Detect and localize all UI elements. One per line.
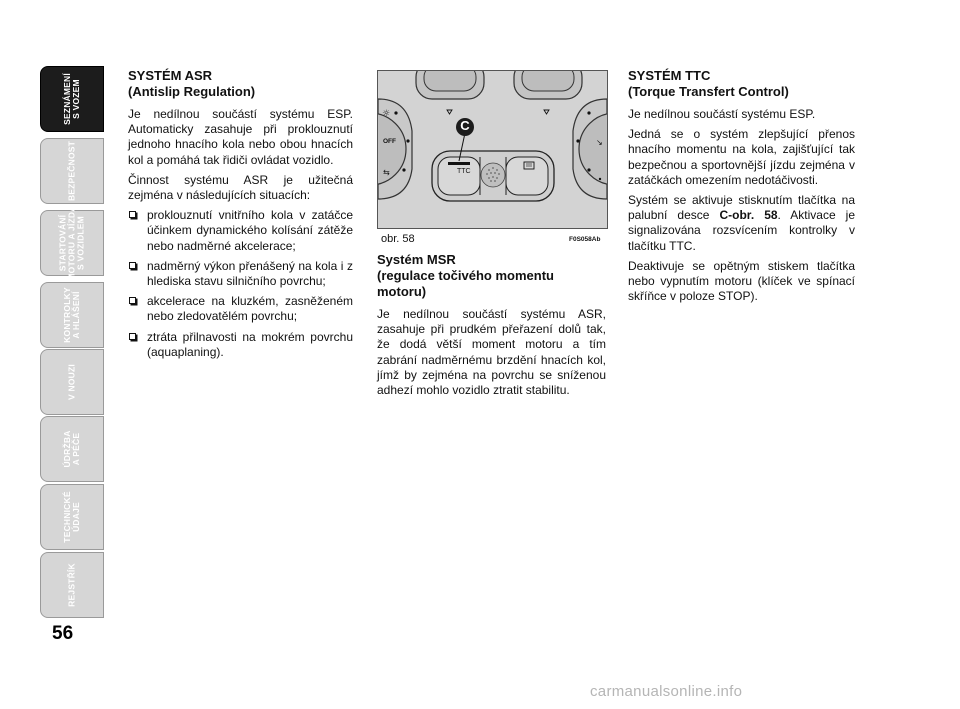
tab-bezpecnost[interactable] [40, 138, 104, 204]
msr-heading [377, 252, 606, 300]
ttc-p3-text: Systém se aktivuje stisknutím tlačítka na palubní desce [628, 193, 855, 223]
asr-title: SYSTÉM ASR [128, 68, 213, 83]
asr-paragraph-2: Činnost systému ASR je užitečná zejména v následujících situacích: [128, 172, 353, 203]
tab-technicke-udaje[interactable] [40, 484, 104, 550]
figure-reference: C-obr. 58 [719, 208, 778, 223]
figure-ttc-button [377, 70, 608, 229]
asr-subtitle: (Antislip Regulation) [128, 84, 256, 99]
tab-label: BEZPEČNOST [66, 140, 77, 202]
tab-startovani[interactable] [40, 205, 104, 281]
asr-paragraph-1: Je nedílnou součástí systému ESP. Automaticky zasahuje při proklouznutí jednoho hnacího kola nebo obou hnacích kol a pomáhá tak řidiči ovládat vozidlo. [128, 107, 353, 167]
ttc-p3-text: . Aktivace je signalizována rozsvícením kontrolky v tlačítku TTC. [628, 208, 855, 253]
ttc-subtitle: (Torque Transfert Control) [628, 84, 789, 99]
figure-off-label: OFF [383, 138, 396, 145]
tab-kontrolky[interactable] [40, 282, 104, 348]
page-number: 56 [52, 623, 74, 644]
tab-label: REJSTŘÍK [66, 563, 77, 607]
ttc-paragraph-3 [628, 193, 855, 254]
list-item: nadměrný výkon přenášený na kola i z hlediska stavu silničního povrchu; [128, 259, 353, 289]
ttc-section [628, 68, 855, 309]
figure-caption: obr. 58 [381, 233, 415, 245]
list-item: akcelerace na kluzkém, zasněženém nebo zledovatělém povrchu; [128, 294, 353, 324]
msr-title-line: Systém MSR [377, 252, 456, 267]
tab-label: TECHNICKÉ ÚDAJE [62, 491, 81, 543]
list-item: proklouznutí vnitřního kola v zatáčce účinkem dynamického kolísání zátěže nebo nadměrné akcelerace; [128, 208, 353, 254]
tab-v-nouzi[interactable] [40, 349, 104, 415]
tab-label: V NOUZI [66, 364, 77, 400]
svg-text:⇆: ⇆ [383, 168, 390, 177]
ttc-paragraph-4: Deaktivuje se opětným stiskem tlačítka nebo vypnutím motoru (klíček ve spínací skříňce v poloze STOP). [628, 258, 855, 304]
asr-heading [128, 68, 353, 100]
svg-text:☼: ☼ [382, 109, 391, 119]
asr-section [128, 68, 353, 365]
tab-label: KONTROLKY A HLÁŠENÍ [62, 287, 81, 343]
asr-situations-list [128, 208, 353, 360]
tab-label: STARTOVÁNÍ MOTORU A JÍZDA S VOZIDLEM [57, 205, 86, 281]
watermark: carmanualsonline.info [590, 683, 743, 700]
msr-title-line: motoru) [377, 284, 427, 299]
list-item: ztráta přilnavosti na mokrém povrchu (aquaplaning). [128, 330, 353, 360]
msr-paragraph: Je nedílnou součástí systému ASR, zasahuje při prudkém přeřazení dolů tak, že dodá větší moment motoru a tím zabrání nadměrnému brzdění hnacích kol, jímž by zejména na povrchu se sníženou adhezí mohlo vozidlo ztratit stabilitu. [377, 307, 606, 398]
ttc-heading [628, 68, 855, 100]
ttc-paragraph-2: Jedná se o systém zlepšující přenos hnacího momentu na kola, zajišťující tak bezpečnou a sportovnější jízdu zejména v zatáčkách omezením nedotáčivosti. [628, 127, 855, 187]
dashboard-illustration [378, 71, 607, 228]
figure-ttc-label: TTC [457, 168, 471, 175]
figure-callout-c: C [460, 118, 470, 133]
svg-text:↘: ↘ [596, 138, 603, 147]
tab-label: ÚDRŽBA A PÉČE [62, 430, 81, 468]
ttc-title: SYSTÉM TTC [628, 68, 711, 83]
tab-udrzba[interactable] [40, 416, 104, 482]
msr-section [377, 252, 606, 403]
tab-rejstrik[interactable] [40, 552, 104, 618]
msr-title-line: (regulace točivého momentu [377, 268, 554, 283]
tab-seznameni-s-vozem[interactable] [40, 66, 104, 132]
ttc-paragraph-1: Je nedílnou součástí systému ESP. [628, 107, 816, 121]
tab-label: SEZNÁMENÍ S VOZEM [62, 73, 81, 125]
figure-code: F0S058Ab [569, 236, 601, 243]
